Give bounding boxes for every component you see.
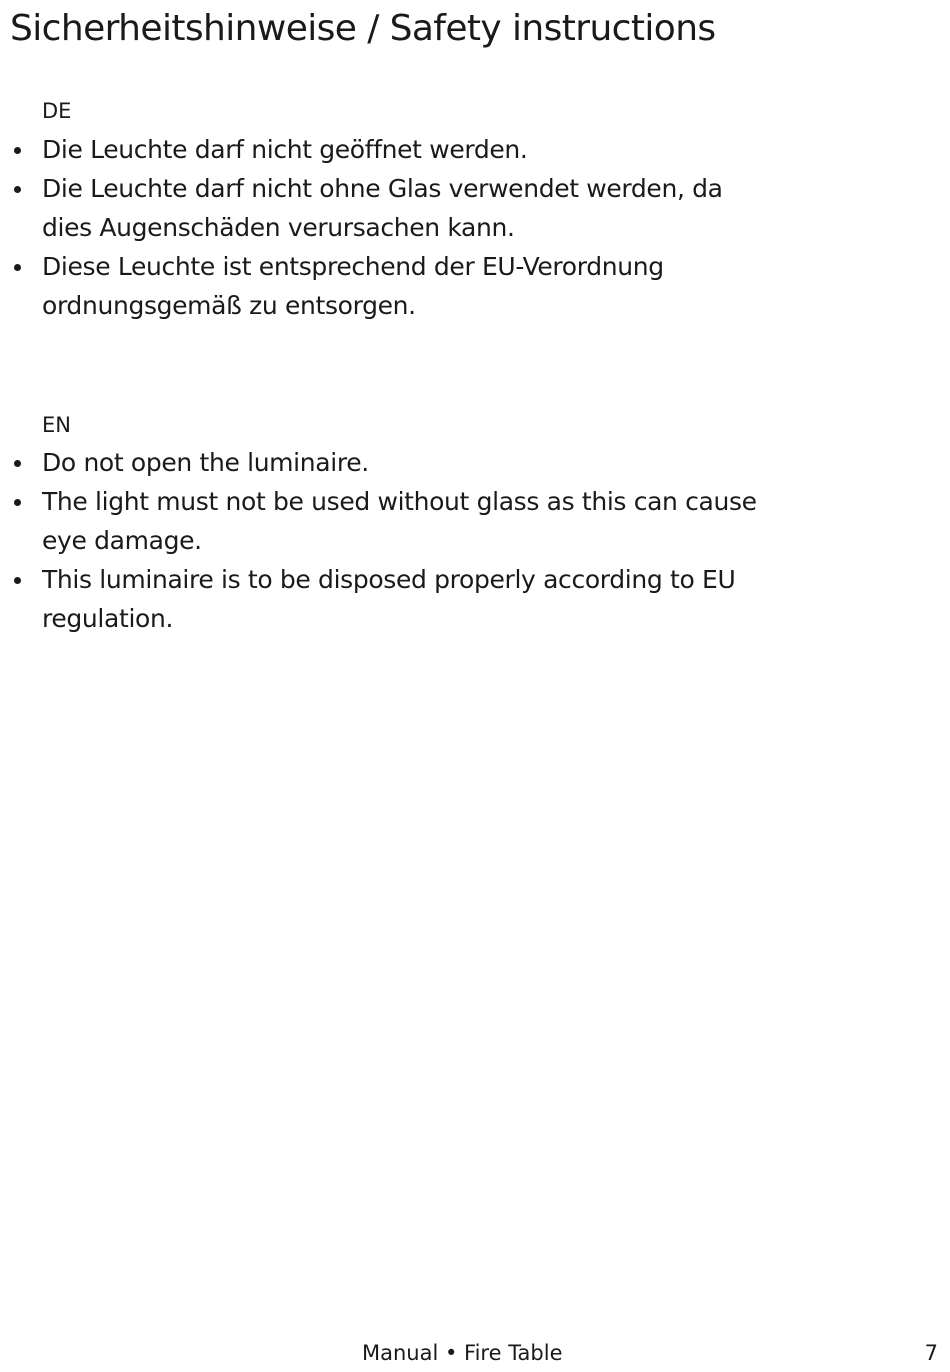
list-item-text: The light must not be used without glass as this can cause eye damage. [42,487,757,555]
list-item-text: Die Leuchte darf nicht ohne Glas verwendet werden, da dies Augenschäden verursachen kann. [42,174,723,242]
list-item [0,130,770,169]
section-en-list [0,443,770,638]
bullet-icon [14,264,21,271]
page-title: Sicherheitshinweise / Safety instructions [10,8,716,49]
section-de-label: DE [42,99,72,123]
bullet-icon [14,186,21,193]
section-de-list [0,130,770,325]
list-item-text: Die Leuchte darf nicht geöffnet werden. [42,135,528,164]
list-item [0,169,770,247]
list-item-text: This luminaire is to be disposed properly according to EU regulation. [42,565,736,633]
page-number: 7 [924,1341,938,1365]
bullet-icon [14,147,21,154]
footer-text: Manual • Fire Table [362,1341,563,1365]
section-en-label: EN [42,413,71,437]
bullet-icon [14,499,21,506]
list-item-text: Diese Leuchte ist entsprechend der EU-Verordnung ordnungsgemäß zu entsorgen. [42,252,664,320]
list-item [0,560,770,638]
list-item [0,443,770,482]
bullet-icon [14,460,21,467]
list-item-text: Do not open the luminaire. [42,448,369,477]
list-item [0,247,770,325]
bullet-icon [14,577,21,584]
list-item [0,482,770,560]
